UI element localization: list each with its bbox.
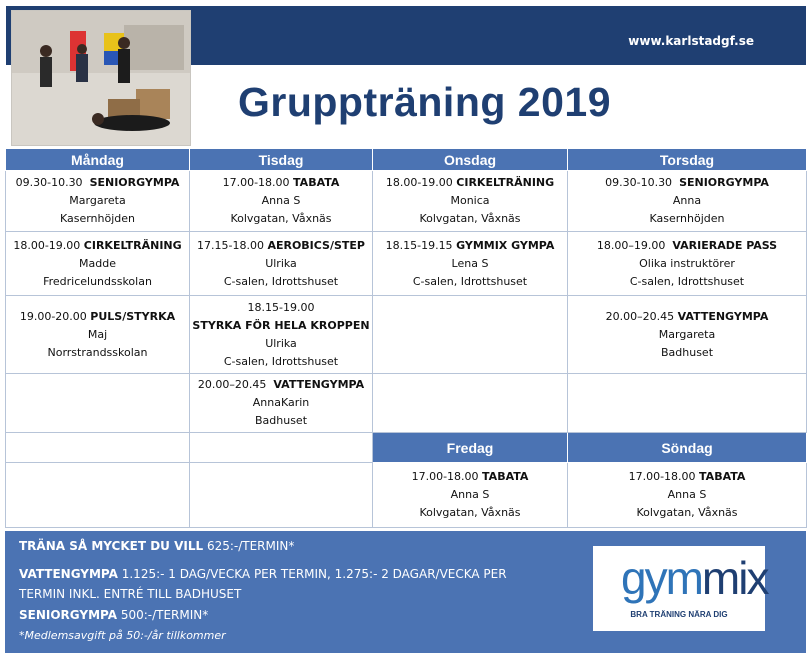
class-cell: 18.00-19.00 CIRKELTRÄNING Monica Kolvgatan, Våxnäs <box>373 171 568 232</box>
page-title: Gruppträning 2019 <box>238 79 612 125</box>
day-header-tuesday: Tisdag <box>190 149 373 171</box>
empty-cell <box>373 296 568 374</box>
schedule-row <box>6 171 807 232</box>
class-cell: 09.30-10.30 SENIORGYMPA Margareta Kasernhöjden <box>6 171 190 232</box>
day-header-monday: Måndag <box>6 149 190 171</box>
schedule-row <box>6 463 807 528</box>
day-header-sunday: Söndag <box>568 433 807 463</box>
empty-cell <box>6 374 190 433</box>
day-header-friday: Fredag <box>373 433 568 463</box>
day-header-wednesday: Onsdag <box>373 149 568 171</box>
gym-photo <box>11 10 191 146</box>
class-cell: 18.15-19.00 STYRKA FÖR HELA KROPPEN Ulrika C-salen, Idrottshuset <box>190 296 373 374</box>
class-cell: 18.00–19.00 VARIERADE PASS Olika instruktörer C-salen, Idrottshuset <box>568 232 807 296</box>
weekday-header-row <box>6 149 807 171</box>
pricing-panel <box>5 531 806 653</box>
schedule-row <box>6 374 807 433</box>
logo-tagline: BRA TRÄNING NÄRA DIG <box>630 610 728 619</box>
pricing-line: SENIORGYMPA 500:-/TERMIN* <box>19 608 209 622</box>
gymmix-logo <box>593 546 768 631</box>
class-cell: 19.00-20.00 PULS/STYRKA Maj Norrstrandsskolan <box>6 296 190 374</box>
empty-cell <box>373 374 568 433</box>
class-cell: 17.00-18.00 TABATA Anna S Kolvgatan, Våxnäs <box>568 463 807 528</box>
class-cell: 18.15-19.15 GYMMIX GYMPA Lena S C-salen, Idrottshuset <box>373 232 568 296</box>
class-cell: 18.00-19.00 CIRKELTRÄNING Madde Fredricelundsskolan <box>6 232 190 296</box>
pricing-line: TRÄNA SÅ MYCKET DU VILL 625:-/TERMIN* <box>19 539 295 553</box>
empty-cell <box>190 463 373 528</box>
class-cell: 17.15-18.00 AEROBICS/STEP Ulrika C-salen, Idrottshuset <box>190 232 373 296</box>
schedule-row <box>6 296 807 374</box>
empty-cell <box>6 463 190 528</box>
day-header-thursday: Torsdag <box>568 149 807 171</box>
empty-cell <box>568 374 807 433</box>
weekend-header-row <box>6 433 807 463</box>
pricing-line: VATTENGYMPA 1.125:- 1 DAG/VECKA PER TERMIN, 1.275:- 2 DAGAR/VECKA PER TERMIN INKL. ENTRÉ TILL BADHUSET <box>19 567 507 601</box>
website-link[interactable]: www.karlstadgf.se <box>628 34 754 48</box>
schedule-row <box>6 232 807 296</box>
membership-note: *Medlemsavgift på 50:-/år tillkommer <box>19 629 226 642</box>
class-cell: 09.30-10.30 SENIORGYMPA Anna Kasernhöjden <box>568 171 807 232</box>
empty-cell <box>190 433 373 463</box>
class-cell: 17.00-18.00 TABATA Anna S Kolvgatan, Våxnäs <box>190 171 373 232</box>
class-cell: 17.00-18.00 TABATA Anna S Kolvgatan, Våxnäs <box>373 463 568 528</box>
class-cell: 20.00–20.45 VATTENGYMPA AnnaKarin Badhuset <box>190 374 373 433</box>
class-cell: 20.00–20.45 VATTENGYMPA Margareta Badhuset <box>568 296 807 374</box>
empty-cell <box>6 433 190 463</box>
schedule-table <box>5 148 807 528</box>
logo-wordmark: gymmix <box>621 552 768 604</box>
